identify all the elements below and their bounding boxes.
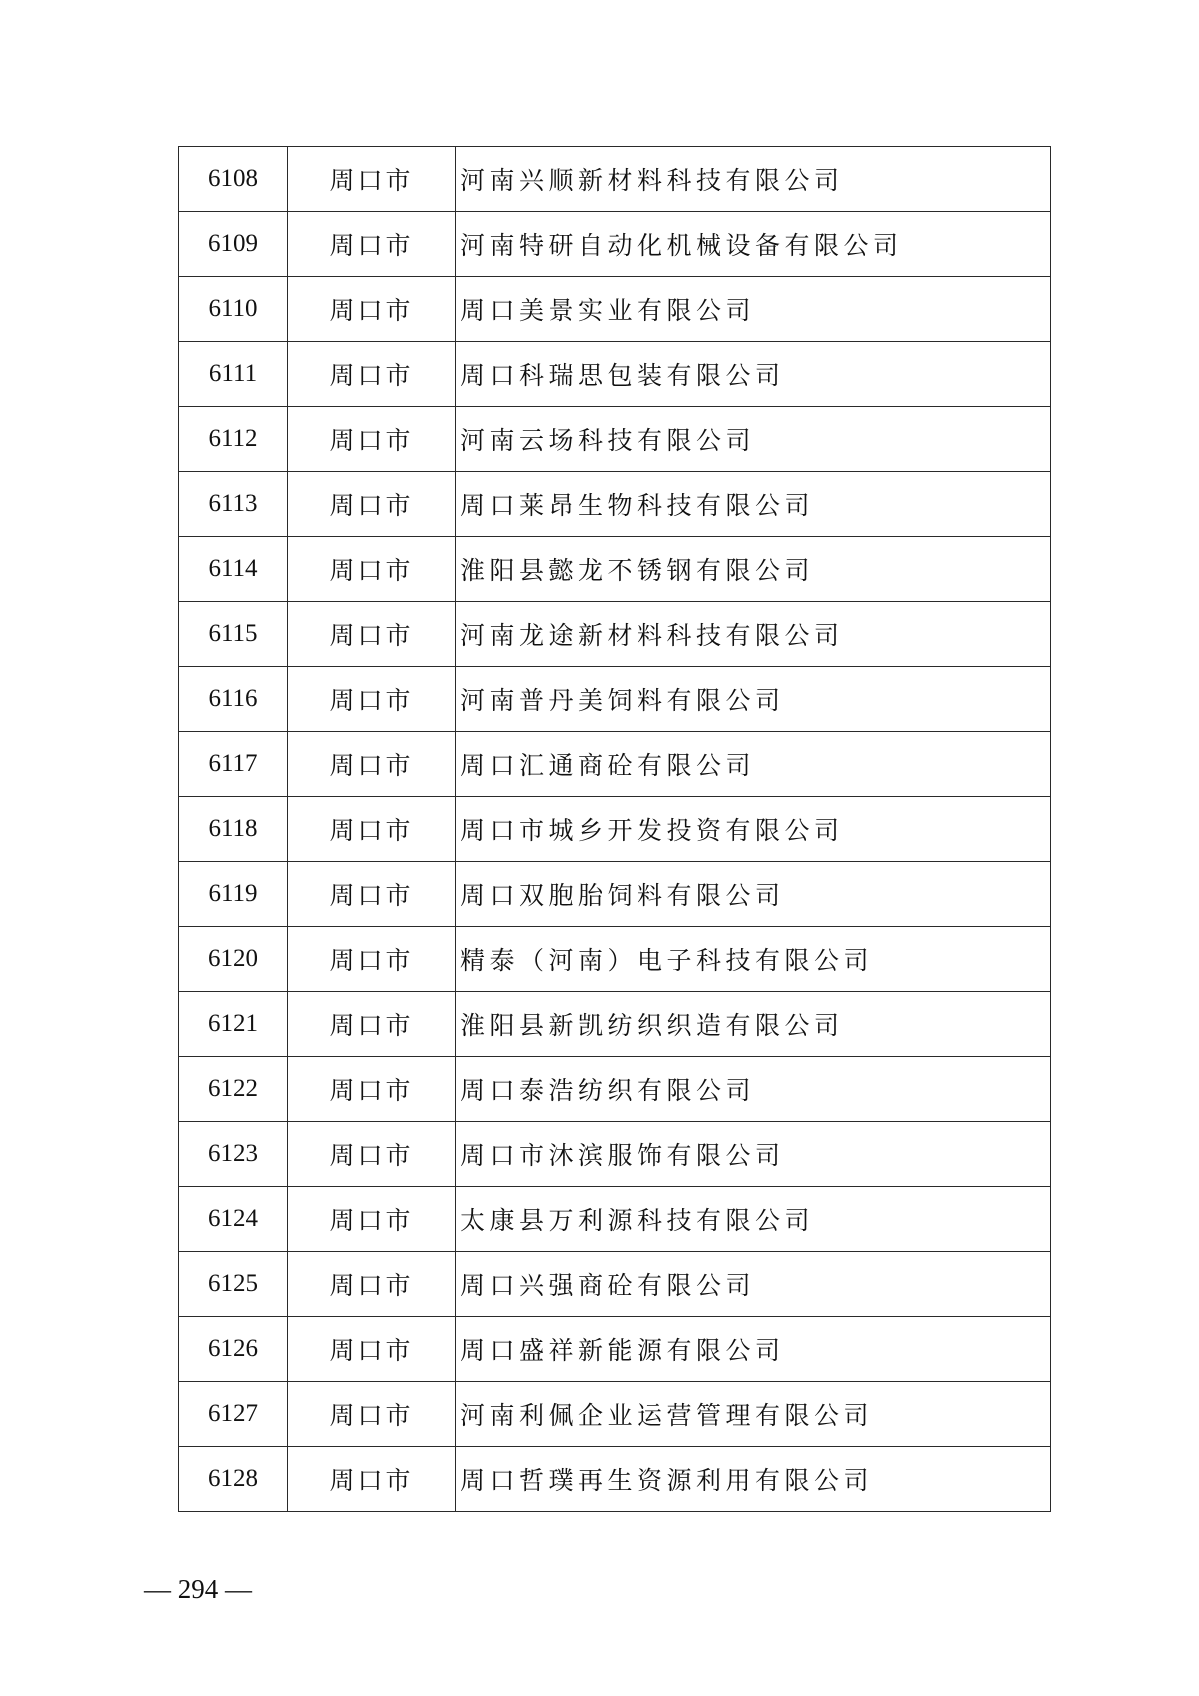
- row-number-cell: 6123: [179, 1122, 288, 1187]
- table-row: [179, 537, 1051, 602]
- company-name-cell: 周口市城乡开发投资有限公司: [456, 797, 1051, 862]
- table-row: [179, 1317, 1051, 1382]
- city-cell: 周口市: [288, 797, 456, 862]
- table-row: [179, 1382, 1051, 1447]
- city-cell: 周口市: [288, 862, 456, 927]
- company-name-cell: 周口盛祥新能源有限公司: [456, 1317, 1051, 1382]
- row-number-cell: 6112: [179, 407, 288, 472]
- city-cell: 周口市: [288, 667, 456, 732]
- row-number-cell: 6118: [179, 797, 288, 862]
- company-name-cell: 周口美景实业有限公司: [456, 277, 1051, 342]
- row-number-cell: 6115: [179, 602, 288, 667]
- company-name-cell: 河南龙途新材料科技有限公司: [456, 602, 1051, 667]
- table-row: [179, 797, 1051, 862]
- enterprise-table: [178, 146, 1051, 1512]
- row-number-cell: 6113: [179, 472, 288, 537]
- city-cell: 周口市: [288, 407, 456, 472]
- row-number-cell: 6110: [179, 277, 288, 342]
- table-row: [179, 277, 1051, 342]
- table-row: [179, 927, 1051, 992]
- company-name-cell: 淮阳县懿龙不锈钢有限公司: [456, 537, 1051, 602]
- row-number-cell: 6125: [179, 1252, 288, 1317]
- table-row: [179, 992, 1051, 1057]
- page-number: — 294 —: [144, 1574, 252, 1604]
- company-name-cell: 太康县万利源科技有限公司: [456, 1187, 1051, 1252]
- row-number-cell: 6124: [179, 1187, 288, 1252]
- table-row: [179, 147, 1051, 212]
- row-number-cell: 6121: [179, 992, 288, 1057]
- table-row: [179, 667, 1051, 732]
- row-number-cell: 6108: [179, 147, 288, 212]
- city-cell: 周口市: [288, 1187, 456, 1252]
- row-number-cell: 6111: [179, 342, 288, 407]
- city-cell: 周口市: [288, 212, 456, 277]
- table-row: [179, 1187, 1051, 1252]
- row-number-cell: 6119: [179, 862, 288, 927]
- city-cell: 周口市: [288, 147, 456, 212]
- table-row: [179, 602, 1051, 667]
- table-row: [179, 1057, 1051, 1122]
- row-number-cell: 6127: [179, 1382, 288, 1447]
- company-name-cell: 周口莱昂生物科技有限公司: [456, 472, 1051, 537]
- city-cell: 周口市: [288, 602, 456, 667]
- row-number-cell: 6128: [179, 1447, 288, 1512]
- company-name-cell: 淮阳县新凯纺织织造有限公司: [456, 992, 1051, 1057]
- table-row: [179, 407, 1051, 472]
- row-number-cell: 6122: [179, 1057, 288, 1122]
- city-cell: 周口市: [288, 342, 456, 407]
- row-number-cell: 6117: [179, 732, 288, 797]
- city-cell: 周口市: [288, 1122, 456, 1187]
- company-name-cell: 周口市沐滨服饰有限公司: [456, 1122, 1051, 1187]
- company-name-cell: 周口泰浩纺织有限公司: [456, 1057, 1051, 1122]
- city-cell: 周口市: [288, 472, 456, 537]
- table-row: [179, 1447, 1051, 1512]
- row-number-cell: 6116: [179, 667, 288, 732]
- company-name-cell: 河南特研自动化机械设备有限公司: [456, 212, 1051, 277]
- city-cell: 周口市: [288, 1252, 456, 1317]
- company-name-cell: 周口兴强商砼有限公司: [456, 1252, 1051, 1317]
- city-cell: 周口市: [288, 732, 456, 797]
- row-number-cell: 6114: [179, 537, 288, 602]
- table-row: [179, 342, 1051, 407]
- company-name-cell: 河南云场科技有限公司: [456, 407, 1051, 472]
- city-cell: 周口市: [288, 1447, 456, 1512]
- table-row: [179, 1122, 1051, 1187]
- table-row: [179, 1252, 1051, 1317]
- company-name-cell: 精泰（河南）电子科技有限公司: [456, 927, 1051, 992]
- city-cell: 周口市: [288, 1317, 456, 1382]
- company-name-cell: 周口科瑞思包装有限公司: [456, 342, 1051, 407]
- city-cell: 周口市: [288, 992, 456, 1057]
- city-cell: 周口市: [288, 1057, 456, 1122]
- city-cell: 周口市: [288, 537, 456, 602]
- table-row: [179, 732, 1051, 797]
- company-name-cell: 河南利佩企业运营管理有限公司: [456, 1382, 1051, 1447]
- city-cell: 周口市: [288, 927, 456, 992]
- company-name-cell: 周口哲璞再生资源利用有限公司: [456, 1447, 1051, 1512]
- table-row: [179, 212, 1051, 277]
- row-number-cell: 6126: [179, 1317, 288, 1382]
- city-cell: 周口市: [288, 277, 456, 342]
- table-row: [179, 862, 1051, 927]
- row-number-cell: 6120: [179, 927, 288, 992]
- company-name-cell: 河南兴顺新材料科技有限公司: [456, 147, 1051, 212]
- row-number-cell: 6109: [179, 212, 288, 277]
- company-name-cell: 河南普丹美饲料有限公司: [456, 667, 1051, 732]
- company-name-cell: 周口汇通商砼有限公司: [456, 732, 1051, 797]
- city-cell: 周口市: [288, 1382, 456, 1447]
- company-name-cell: 周口双胞胎饲料有限公司: [456, 862, 1051, 927]
- table-body: [179, 147, 1051, 1512]
- table-row: [179, 472, 1051, 537]
